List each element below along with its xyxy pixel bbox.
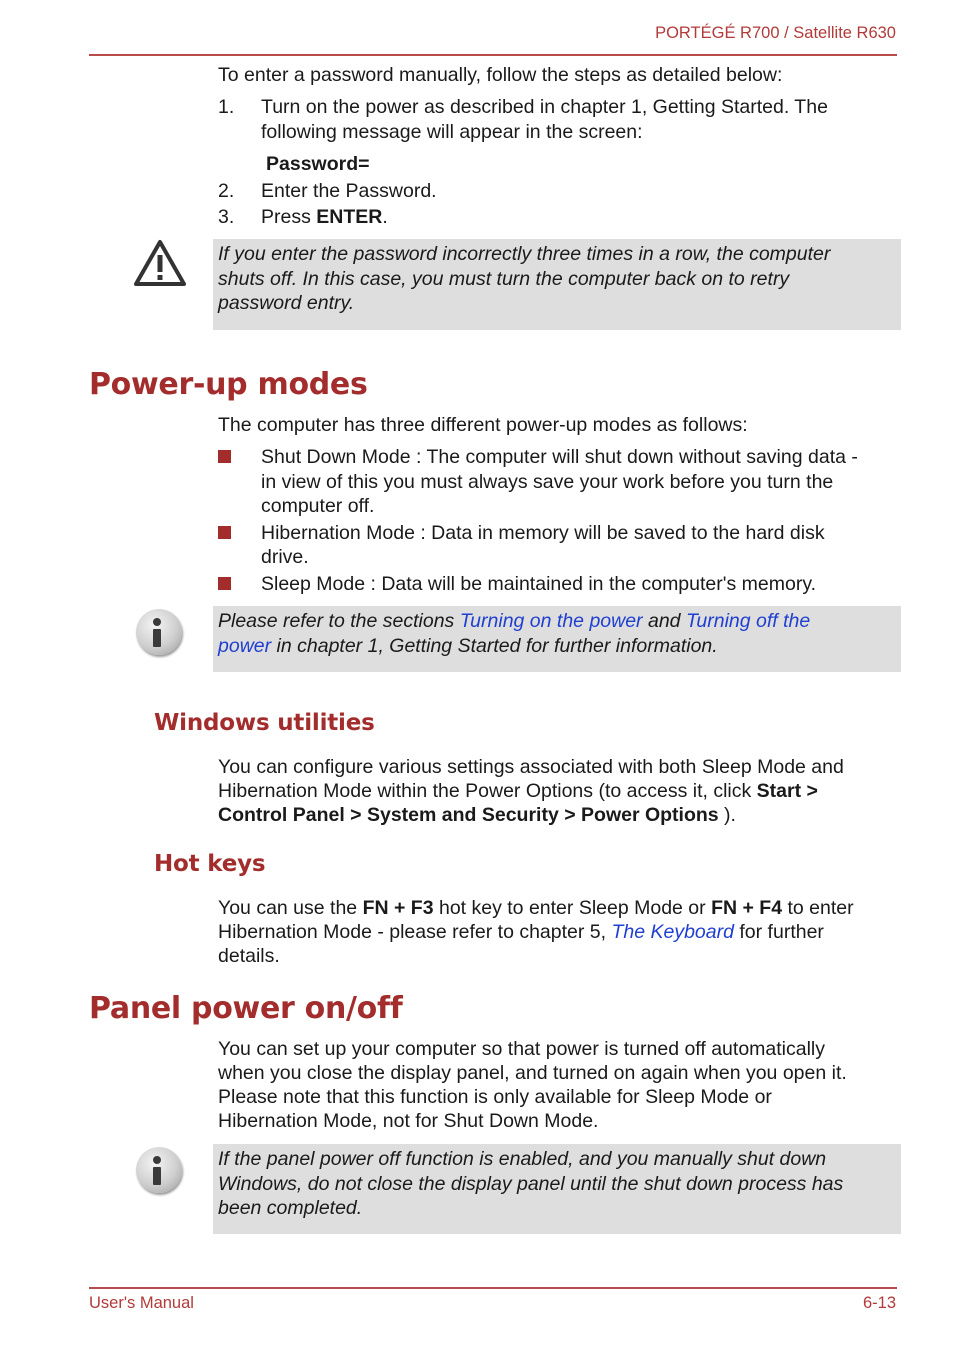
bullet3-line1: Sleep Mode : Data will be maintained in the computer's memory. [261,573,817,595]
step3-suffix: . [382,206,388,228]
info-note-box [213,1144,901,1234]
bullet-square-icon [218,450,231,463]
step1-line1: Turn on the power as described in chapter 1, Getting Started. The [261,96,828,118]
subsection-heading-windows-utilities: Windows utilities [154,710,375,736]
section-heading-panel-power: Panel power on/off [89,991,403,1026]
header-rule [89,54,897,56]
subsection-heading-hot-keys: Hot keys [154,851,266,877]
hot-keys-line1 [218,896,854,921]
note-line [218,634,881,659]
step3-text [261,205,388,230]
panel-power-line1: You can set up your computer so that power is turned off automatically [218,1038,826,1060]
text: Hibernation Mode within the Power Options (to access it, click [218,780,757,802]
text: ). [718,804,736,826]
link-turning-off-power-cont[interactable]: power [218,634,272,657]
note-text: and [642,610,686,632]
header-title: PORTÉGÉ R700 / Satellite R630 [655,24,896,42]
note-text: in chapter 1, Getting Started for further information. [271,634,718,657]
windows-utilities-line1: You can configure various settings associated with both Sleep Mode and [218,756,844,778]
password-prompt: Password= [266,153,370,175]
step1-line2: following message will appear in the screen: [261,121,643,143]
bullet-square-icon [218,577,231,590]
hotkey-fn-f4: FN + F4 [711,897,783,919]
warning-box [213,239,901,330]
windows-utilities-line3 [218,803,736,828]
step2-text: Enter the Password. [261,180,437,202]
note-line: been completed. [218,1197,363,1219]
text: Hibernation Mode - please refer to chapter 5, [218,921,612,943]
link-turning-on-power[interactable]: Turning on the power [459,610,643,632]
warning-line: password entry. [218,292,355,314]
link-the-keyboard[interactable]: The Keyboard [611,921,734,943]
bullet1-line3: computer off. [261,495,375,517]
step-number: 1. [218,96,235,118]
password-intro: To enter a password manually, follow the steps as detailed below: [218,64,783,86]
note-line: If the panel power off function is enabled, and you manually shut down [218,1148,827,1170]
powerup-intro: The computer has three different power-up modes as follows: [218,414,748,436]
panel-power-line4: Hibernation Mode, not for Shut Down Mode. [218,1110,599,1132]
warning-line: shuts off. In this case, you must turn the computer back on to retry [218,267,790,290]
menu-path: Control Panel > System and Security > Power Options [218,804,719,826]
text: for further [733,921,824,943]
footer-title: User's Manual [89,1294,194,1312]
panel-power-line3: Please note that this function is only available for Sleep Mode or [218,1086,772,1108]
text: to enter [782,897,854,919]
step-number: 2. [218,180,235,202]
info-icon [136,1147,182,1193]
enter-key: ENTER [316,206,383,228]
warning-icon [133,238,187,288]
section-heading-power-up-modes: Power-up modes [89,367,368,402]
info-note-box [213,606,901,672]
note-text: Please refer to the sections [218,610,460,632]
link-turning-off-power[interactable]: Turning off the [685,610,811,632]
text: You can use the [218,897,363,919]
bullet-square-icon [218,526,231,539]
hotkey-fn-f3: FN + F3 [362,897,434,919]
menu-path: Start > [756,780,818,802]
bullet2-line1: Hibernation Mode : Data in memory will be saved to the hard disk [261,522,825,544]
bullet1-line1: Shut Down Mode : The computer will shut down without saving data - [261,446,858,468]
windows-utilities-line2 [218,779,818,804]
page-number: 6-13 [862,1294,896,1312]
bullet2-line2: drive. [261,546,309,568]
step-number: 3. [218,206,235,228]
note-line [218,609,881,634]
panel-power-line2: when you close the display panel, and turned on again when you open it. [218,1062,847,1084]
footer-rule [89,1287,897,1289]
hot-keys-line3: details. [218,945,280,967]
step3-prefix: Press [261,206,317,228]
note-line: Windows, do not close the display panel until the shut down process has [218,1172,844,1195]
hot-keys-line2 [218,920,824,945]
text: hot key to enter Sleep Mode or [433,897,712,919]
info-icon [136,609,182,655]
bullet1-line2: in view of this you must always save your work before you turn the [261,471,834,493]
warning-line: If you enter the password incorrectly three times in a row, the computer [218,243,831,265]
